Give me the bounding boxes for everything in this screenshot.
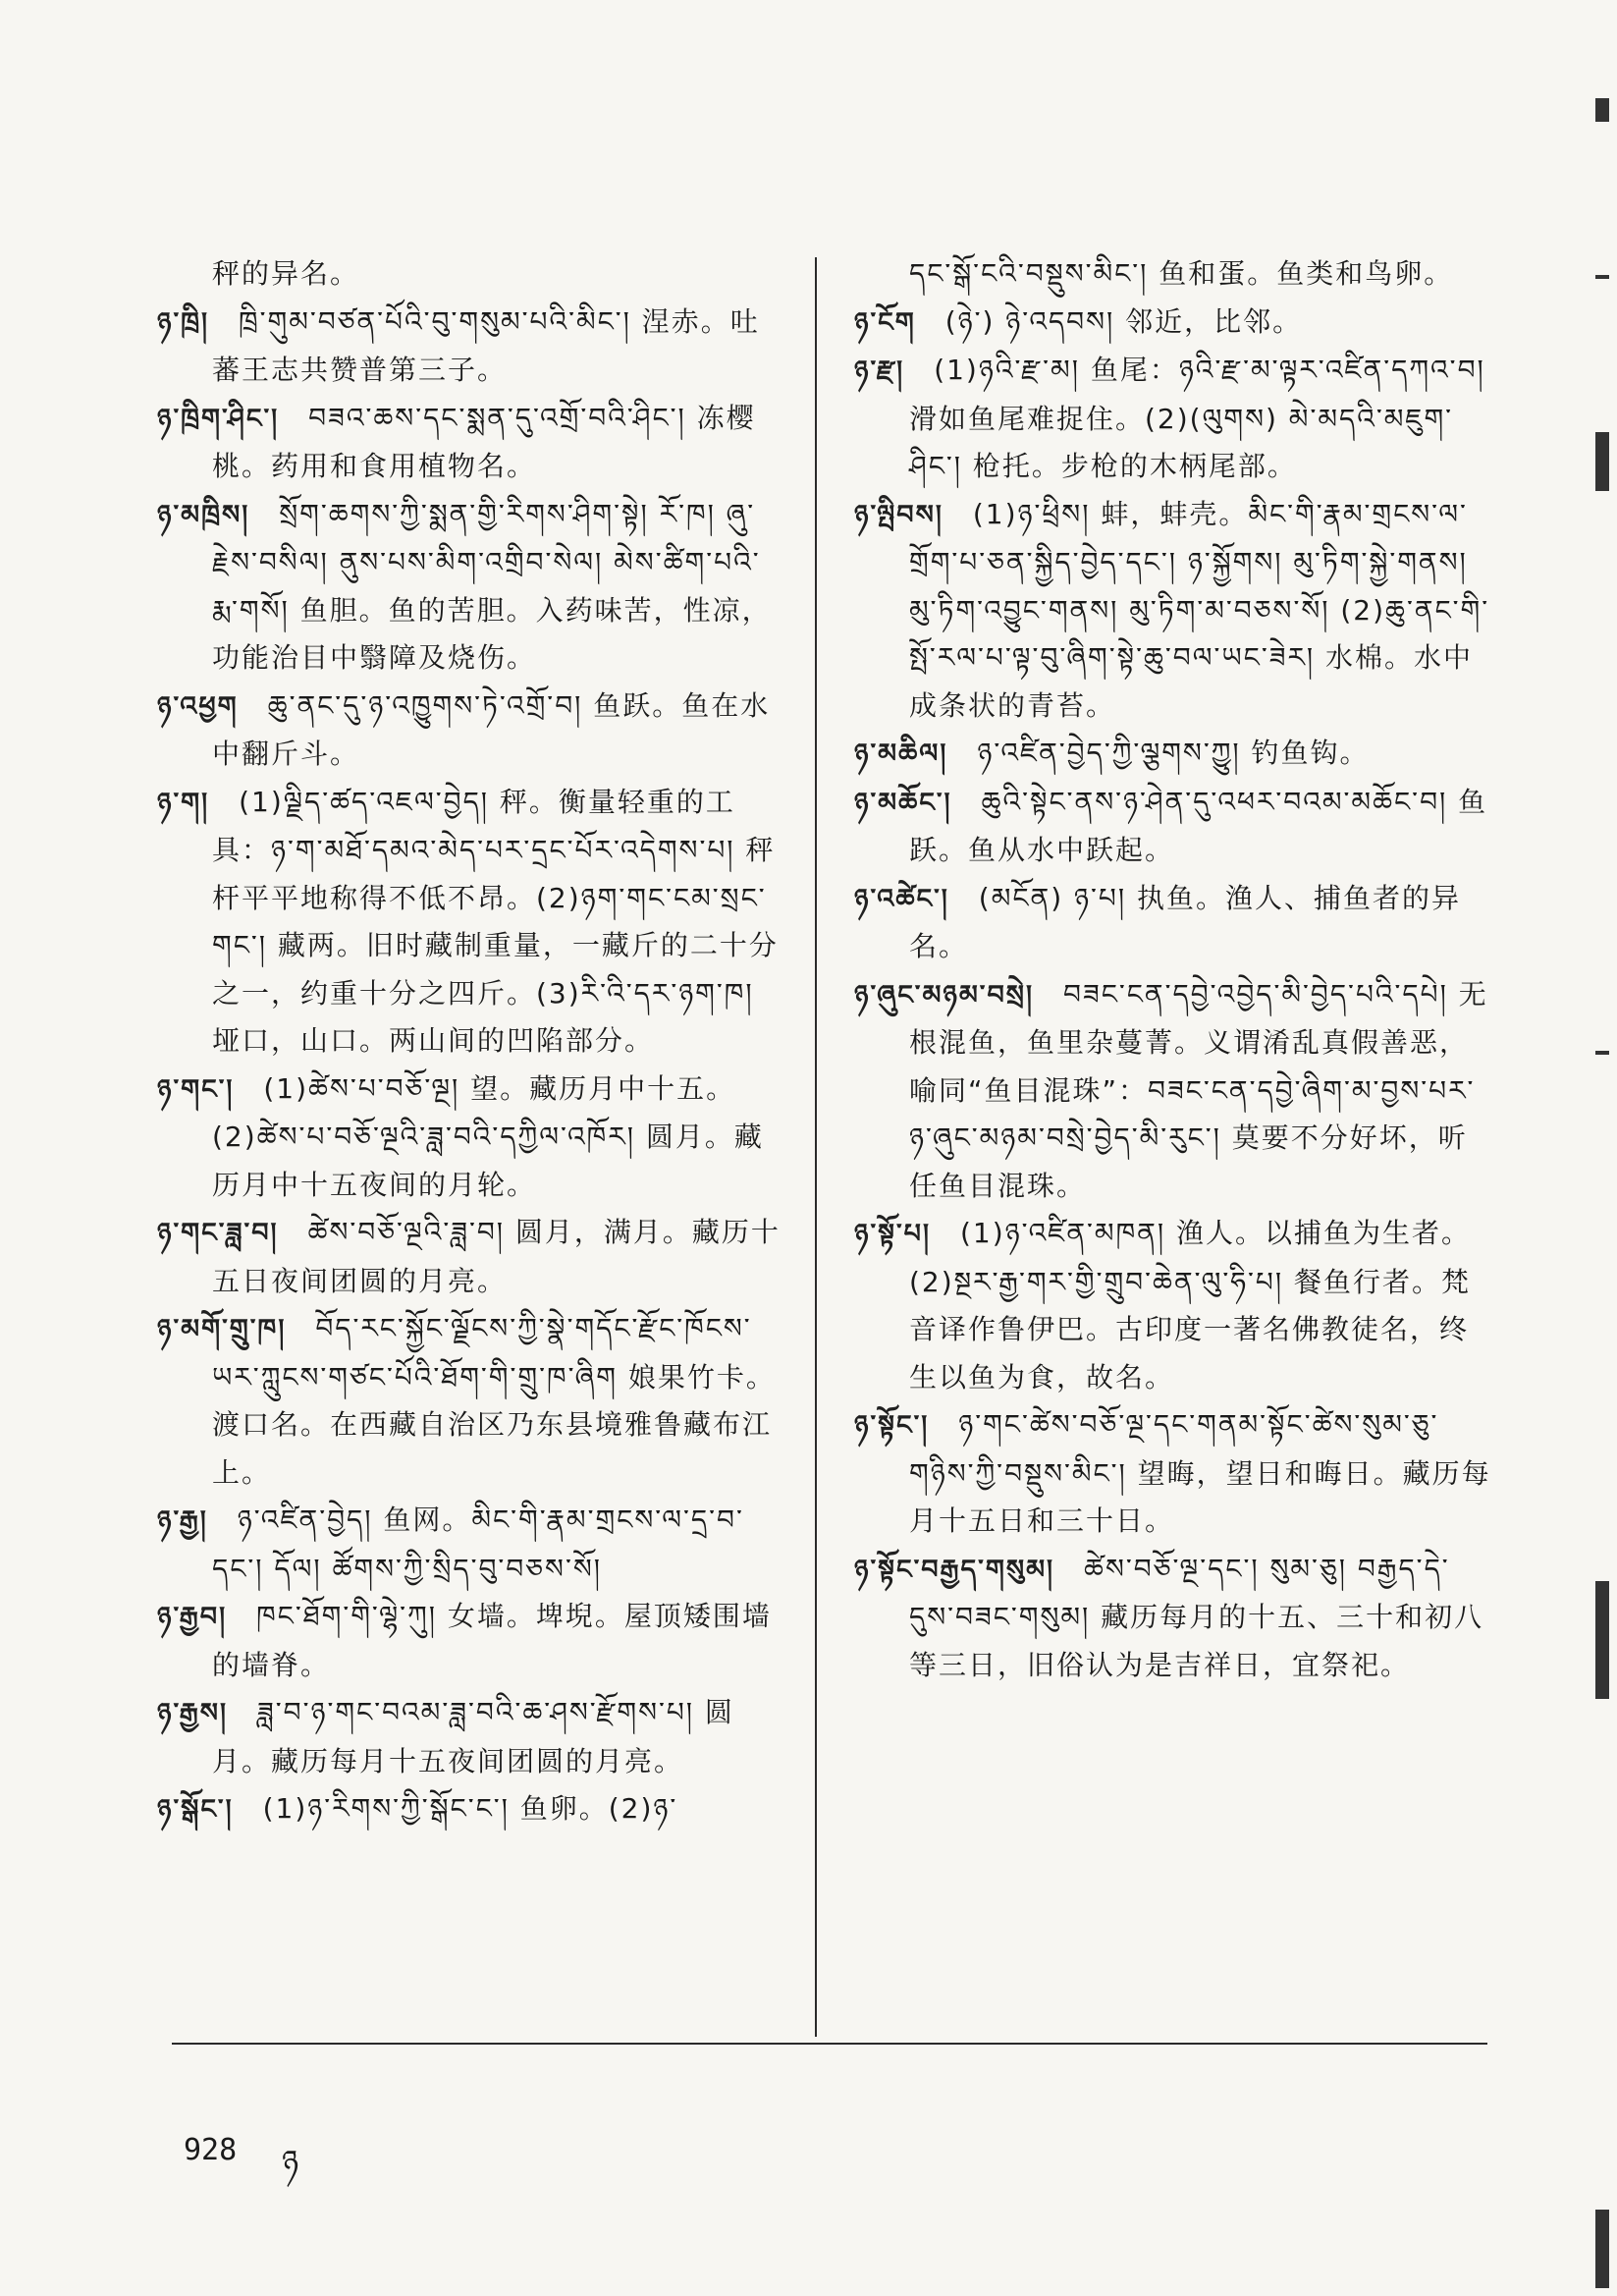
dictionary-entry [854, 347, 1492, 491]
entry-definition: ཉ་གང་ཚེས་བཅོ་ལྔ་དང་གནམ་སྟོང་ཚེས་སུམ་ཅུ་གཉིས་ཀྱི་བསྡུས་མིང་། 望晦，望日和晦日。藏历每月十五日和三十日。 [909, 1408, 1491, 1537]
entry-definition: (1)ཉ་རིགས་ཀྱི་སྒོང་ང་། 鱼卵。(2)ཉ་ [262, 1792, 678, 1825]
entry-definition: (1)ཉ་འཛིན་མཁན། 渔人。以捕鱼为生者。(2)སྔར་རྒྱ་གར་གྱི་གྲུབ་ཆེན་ལུ་ཧི་པ། 餐鱼行者。梵音译作鲁伊巴。古印度一著名佛教徒名，终生以鱼为食，故名。 [909, 1217, 1471, 1394]
dictionary-entry [157, 1785, 785, 1834]
entry-definition: ཚེས་བཅོ་ལྔའི་ཟླ་བ། 圆月，满月。藏历十五日夜间团圆的月亮。 [212, 1216, 781, 1297]
dictionary-entry [854, 1210, 1492, 1401]
dictionary-entry [854, 779, 1492, 875]
dictionary-entry [157, 1497, 785, 1593]
entry-headword: ཉ་ཁྲི། [157, 306, 210, 338]
entry-definition: སྲོག་ཆགས་ཀྱི་སྨན་གྱི་རིགས་ཤིག་སྟེ། རོ་ཁ། ཞུ་རྗེས་བསིལ། ནུས་པས་མིག་འགྲིབ་སེལ། མེས་ཚིག་པའི་རྨ་གསོ། 鱼胆。鱼的苦胆。入药味苦，性凉，功能治目中翳障及烧伤。 [212, 497, 772, 674]
scan-margin-marks [1590, 0, 1609, 2296]
entry-headword: ཉ་གང་ཟླ་བ། [157, 1218, 279, 1248]
margin-mark [1595, 1581, 1609, 1699]
dictionary-entry [157, 779, 785, 1066]
entry-definition: དང་སྒོ་ངའི་བསྡུས་མིང་། 鱼和蛋。鱼类和鸟卵。 [909, 257, 1454, 290]
entry-definition: བོད་རང་སྐྱོང་ལྗོངས་ཀྱི་སྣེ་གདོང་རྫོང་ཁོངས་ཡར་ཀླུངས་གཙང་པོའི་ཐོག་གི་གྲུ་ཁ་ཞིག 娘果竹卡。渡口名。在西藏自治区乃东县境雅鲁藏布江上。 [212, 1312, 776, 1489]
entry-headword: ཉ་རྒྱ། [157, 1505, 208, 1536]
entry-definition: (1)ཚེས་པ་བཅོ་ལྔ། 望。藏历月中十五。(2)ཚེས་པ་བཅོ་ལྔའི་ཟླ་བའི་དཀྱིལ་འཁོར། 圆月。藏历月中十五夜间的月轮。 [212, 1071, 764, 1201]
dictionary-entry [854, 299, 1492, 348]
dictionary-entry [157, 491, 785, 683]
entry-headword: ཉ་མགོ་གྲུ་ཁ། [157, 1314, 287, 1344]
entry-headword: ཉ་ལྤིབས། [854, 499, 943, 530]
entry-headword: ཉ་ཞུང་མཉམ་བསྲེ། [854, 979, 1035, 1011]
entry-definition: ཁྲི་གུམ་བཙན་པོའི་བུ་གསུམ་པའི་མིང་། 涅赤。吐蕃王志共赞普第三子。 [212, 304, 760, 386]
dictionary-entry [854, 491, 1492, 731]
entry-headword: ཉ་རྒྱས། [157, 1698, 228, 1728]
section-letter: ཉ [282, 2143, 299, 2180]
entry-headword: ཉ་ཁྲིག་ཤིང་། [157, 403, 280, 434]
entry-headword: ཉ་འཕྱག [157, 690, 239, 722]
margin-mark [1595, 2210, 1609, 2288]
entry-headword: ཉ་ངོག [854, 306, 916, 338]
entry-definition: (1)ཉའི་རྫ་མ། 鱼尾：ཉའི་རྫ་མ་ལྟར་འཛིན་དཀའ་བ། 滑如鱼尾难捉住。(2)(ལུགས) མེ་མདའི་མཇུག་ཤིང་། 枪托。步枪的木柄尾部。 [909, 354, 1485, 482]
entry-headword: ཉ་ག། [157, 787, 210, 818]
entry-headword: ཉ་རྫ། [854, 355, 905, 386]
entry-definition: ཉ་འཛིན་བྱེད། 鱼网。མིང་གི་རྣམ་གྲངས་ལ་དྲ་བ་དང་། དོལ། ཚོགས་ཀྱི་སྲིད་བུ་བཅས་སོ། [212, 1503, 744, 1585]
entry-definition: ཆུའི་སྟེང་ནས་ཉ་ཤེན་དུ་འཕར་བའམ་མཆོང་བ། 鱼跃。鱼从水中跃起。 [909, 785, 1488, 866]
dictionary-entry [854, 971, 1492, 1211]
entry-headword: ཉ་སྒོང་། [157, 1794, 234, 1825]
dictionary-entry [157, 683, 785, 779]
margin-mark [1595, 98, 1609, 122]
entry-headword: ཉ་མཆིལ། [854, 738, 948, 769]
margin-mark [1595, 1051, 1609, 1055]
dictionary-entry [854, 250, 1492, 299]
dictionary-entry [854, 730, 1492, 779]
entry-headword: ཉ་གང་། [157, 1073, 235, 1105]
entry-headword: ཉ་སྟོང་། [854, 1410, 930, 1441]
entry-headword: ཉ་མཁྲིས། [157, 499, 250, 530]
entry-definition: (1)ཉ་ཕྲིས། 蚌，蚌壳。མིང་གི་རྣམ་གྲངས་ལ་གྲོག་པ་ཅན་སྐྱིད་བྱེད་དང་། ཉ་སྐྱོགས། མུ་ཏིག་སྐྱེ་གནས། མུ་ཏིག་འབྱུང་གནས། མུ་ཏིག་མ་བཅས་སོ། (2)ཆུ་ནང་གི་སྤོ་རལ་པ་ལྟ་བུ་ཞིག་སྟེ་ཆུ་བལ་ཡང་ཟེར། 水棉。水中成条状的青苔。 [909, 497, 1490, 722]
entry-definition: 秤的异名。 [212, 257, 360, 290]
entry-definition: (1)ལྗིད་ཚད་འཇལ་བྱེད། 秤。衡量轻重的工具：ཉ་ག་མཐོ་དམའ་མེད་པར་དྲང་པོར་འདེགས་པ། 秤杆平平地称得不低不昂。(2)ཉག་གང་ངམ་སྲང་གང་། 藏两。旧时藏制重量，一藏斤的二十分之一，约重十分之四斤。(3)རི་འི་དར་ཉག་ཁ། 垭口，山口。两山间的凹陷部分。 [212, 785, 779, 1057]
dictionary-entry [157, 299, 785, 395]
entry-definition: ཚེས་བཅོ་ལྔ་དང་། སུམ་ཅུ། བརྒྱད་དེ་དུས་བཟང་གསུམ། 藏历每月的十五、三十和初八等三日，旧俗认为是吉祥日，宜祭祀。 [909, 1552, 1484, 1681]
entry-definition: ཁང་ཐོག་གི་ལྷེ་ཀུ། 女墙。埤堄。屋顶矮围墙的墙脊。 [212, 1600, 772, 1681]
dictionary-entry [157, 1066, 785, 1210]
left-column [157, 250, 785, 1834]
dictionary-entry [157, 1209, 785, 1305]
entry-definition: ཉ་འཛིན་བྱེད་ཀྱི་ལྕགས་ཀྱུ། 钓鱼钩。 [977, 737, 1370, 769]
entry-headword: ཉ་སྟོང་བརྒྱད་གསུམ། [854, 1554, 1055, 1585]
entry-headword: ཉ་རྒྱབ། [157, 1602, 228, 1632]
entry-definition: (མངོན) ཉ་པ། 执鱼。渔人、捕鱼者的异名。 [909, 881, 1461, 962]
entry-definition: ཆུ་ནང་དུ་ཉ་འཁྱུགས་ཏེ་འགྲོ་བ། 鱼跃。鱼在水中翻斤斗。 [212, 688, 771, 770]
entry-headword: ཉ་འཚེང་། [854, 883, 949, 914]
entry-definition: བཟའ་ཆས་དང་སྨན་དུ་འགྲོ་བའི་ཤིང་། 冻樱桃。药用和食用植物名。 [212, 401, 756, 482]
dictionary-entry [157, 1305, 785, 1497]
entry-definition: ཟླ་བ་ཉ་གང་བའམ་ཟླ་བའི་ཆ་ཤས་རྫོགས་པ། 圆月。藏历每月十五夜间团圆的月亮。 [212, 1696, 734, 1777]
margin-mark [1595, 432, 1609, 491]
entry-headword: ཉ་སྟོ་པ། [854, 1219, 931, 1249]
dictionary-entry [157, 1593, 785, 1689]
dictionary-entry [854, 1401, 1492, 1546]
entry-definition: བཟང་ངན་དབྱེ་འབྱེད་མི་བྱེད་པའི་དཔེ། 无根混鱼，鱼里杂蔓菁。义谓淆乱真假善恶，喻同“鱼目混珠”：བཟང་ངན་དབྱེ་ཞིག་མ་བྱས་པར་ཉ་ཞུང་མཉམ་བསྲེ་བྱེད་མི་རུང་། 莫要不分好坏，听任鱼目混珠。 [909, 977, 1488, 1202]
margin-mark [1595, 275, 1609, 279]
dictionary-entry [854, 1546, 1492, 1690]
page-number: 928 [184, 2133, 238, 2167]
right-column [854, 250, 1492, 1689]
entry-definition: (ཉེ་) ཉེ་འདབས། 邻近，比邻。 [944, 304, 1303, 338]
dictionary-entry [157, 1689, 785, 1785]
dictionary-entry [854, 875, 1492, 971]
dictionary-entry [157, 395, 785, 491]
column-divider [815, 257, 817, 2037]
dictionary-entry [157, 250, 785, 299]
footer-rule [172, 2043, 1487, 2045]
entry-headword: ཉ་མཆོང་། [854, 787, 952, 818]
